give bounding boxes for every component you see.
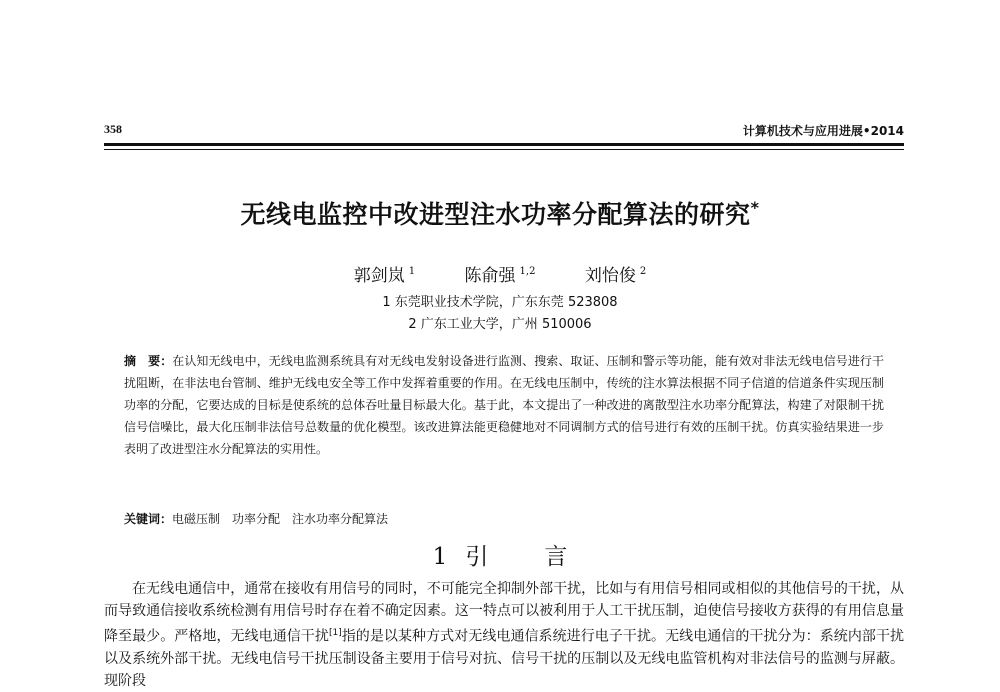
author-list (0, 261, 1000, 286)
author (354, 261, 415, 286)
keywords-label: 关键词： (124, 512, 173, 526)
paper-title (0, 195, 1000, 231)
author-name: 陈俞强 (464, 266, 516, 286)
keywords (124, 510, 884, 527)
author-affiliation-mark: 2 (639, 266, 647, 277)
section-number: 1 (432, 544, 448, 570)
author-affiliation-mark: 1 (408, 266, 416, 277)
author (585, 261, 646, 286)
citation-ref: [1] (328, 628, 342, 638)
section-title-char-1: 引 (465, 544, 489, 570)
running-header (104, 122, 904, 142)
section-heading (0, 538, 1000, 571)
header-rule-thin (104, 149, 904, 150)
page-number: 358 (104, 122, 122, 136)
author-affiliation-mark: 1,2 (519, 266, 536, 277)
abstract (124, 350, 884, 460)
journal-info: 计算机技术与应用进展•2014 (742, 124, 904, 138)
author-name: 郭剑岚 (353, 266, 405, 286)
title-footnote-mark: * (750, 198, 760, 217)
keywords-text: 电磁压制 功率分配 注水功率分配算法 (172, 512, 389, 526)
section-title-char-2: 言 (544, 544, 568, 570)
abstract-label: 摘 要： (124, 354, 173, 368)
affiliation-2: 2 广东工业大学，广州 510006 (408, 317, 592, 332)
body-paragraph (104, 578, 904, 692)
body-text-part-1: 在无线电通信中，通常在接收有用信号的同时，不可能完全抑制外部干扰，比如与有用信号相同或相似的其他信号的干扰，从而导致通信接收系统检测有用信号时存在着不确定因素。这一特点可以被利用于人工干扰压制，迫使信号接收方获得的有用信息量降至最少。严格地，无线电通信干扰 (104, 581, 904, 645)
body-text-part-2: 指的是以某种方式对无线电通信系统进行电子干扰。无线电通信的干扰分为：系统内部干扰以及系统外部干扰。无线电信号干扰压制设备主要用于信号对抗、信号干扰的压制以及无线电监管机构对非法信号的监测与屏蔽。现阶段 (104, 628, 905, 689)
abstract-text: 在认知无线电中，无线电监测系统具有对无线电发射设备进行监测、搜索、取证、压制和警示等功能，能有效对非法无线电信号进行干扰阻断，在非法电台管制、维护无线电安全等工作中发挥着重要的作用。在无线电压制中，传统的注水算法根据不同子信道的信道条件实现压制功率的分配，它要达成的目标是使系统的总体吞吐量目标最大化。基于此，本文提出了一种改进的离散型注水功率分配算法，构建了对限制干扰信号信噪比，最大化压制非法信号总数量的优化模型。该改进算法能更稳健地对不同调制方式的信号进行有效的压制干扰。仿真实验结果进一步表明了改进型注水分配算法的实用性。 (124, 354, 884, 456)
author (465, 261, 536, 286)
affiliation-1: 1 东莞职业技术学院，广东东莞 523808 (382, 295, 618, 310)
paper-title-text: 无线电监控中改进型注水功率分配算法的研究 (240, 200, 751, 229)
author-name: 刘怡俊 (584, 266, 636, 286)
header-rule-thick (104, 143, 904, 146)
